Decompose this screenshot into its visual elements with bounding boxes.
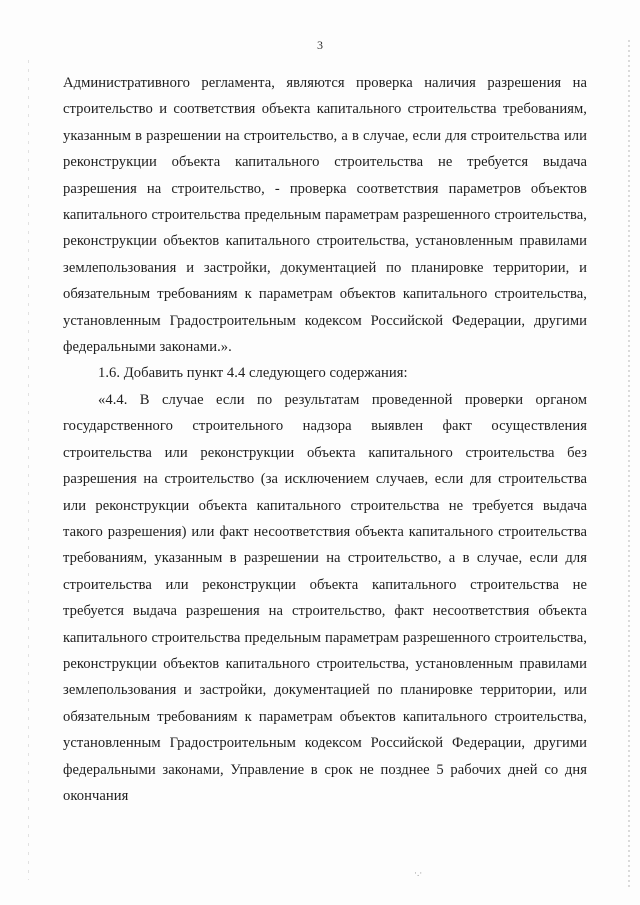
- paragraph-item-4-4: «4.4. В случае если по результатам проведенной проверки органом государственного строительного надзора выявлен факт осуществления строительства или реконструкции объекта капитального строительства без разрешения на строительство (за исключением случаев, если для строительства или реконструкции объекта капитального строительства не требуется выдача такого разрешения) или факт несоответствия объекта капитального строительства требованиям, указанным в разрешении на строительство, а в случае, если для строительства или реконструкции объекта капитального строительства не требуется выдача разрешения на строительство, факт несоответствия объекта капитального строительства предельным параметрам разрешенного строительства, реконструкции объектов капитального строительства, установленным правилами землепользования и застройки, документацией по планировке территории, или обязательным требованиям к параметрам объектов капитального строительства, установленным Градостроительным кодексом Российской Федерации, другими федеральными законами, Управление в срок не позднее 5 рабочих дней со дня окончания: [63, 391, 587, 804]
- scan-edge-right: [628, 40, 630, 890]
- document-body: [63, 70, 587, 809]
- scan-speck: ·.·: [414, 868, 423, 878]
- paragraph-item-1-6: 1.6. Добавить пункт 4.4 следующего содержания:: [98, 365, 408, 382]
- paragraph-continuation: Административного регламента, являются проверка наличия разрешения на строительство и соответствия объекта капитального строительства требованиям, указанным в разрешении на строительство, а в случае, если для строительства или реконструкции объекта капитального строительства не требуется выдача разрешения на строительство, - проверка соответствия параметров объектов капитального строительства предельным параметрам разрешенного строительства, реконструкции объектов капитального строительства, установленным правилами землепользования и застройки, документацией по планировке территории, и обязательным требованиям к параметрам объектов капитального строительства, установленным Градостроительным кодексом Российской Федерации, другими федеральными законами.».: [63, 75, 587, 356]
- page-number: 3: [317, 38, 323, 52]
- scan-edge-left: [28, 60, 29, 880]
